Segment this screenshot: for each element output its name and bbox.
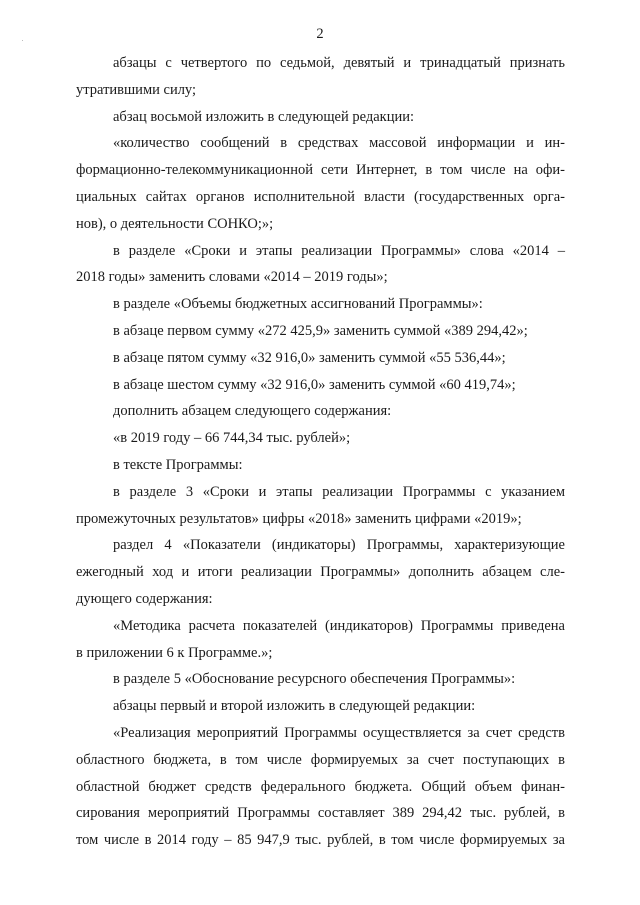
- page-number: 2: [316, 26, 324, 42]
- text-line: раздел 4 «Показатели (индикаторы) Программы, характеризующие: [113, 537, 565, 554]
- text-line: в тексте Программы:: [113, 456, 243, 473]
- document-body: [76, 50, 565, 854]
- text-line: нов), о деятельности СОНКО;»;: [76, 215, 274, 232]
- paragraph: [76, 532, 565, 612]
- text-line: областного бюджета, в том числе формируемых за счет поступающих в: [76, 751, 565, 768]
- text-line: абзац восьмой изложить в следующей редакции:: [113, 108, 415, 125]
- text-line: в разделе «Объемы бюджетных ассигнований Программы»:: [113, 296, 483, 313]
- text-line: промежуточных результатов» цифры «2018» заменить цифрами «2019»;: [76, 510, 522, 527]
- text-line: ежегодный ход и итоги реализации Программы» дополнить абзацем сле-: [76, 564, 565, 581]
- text-line: «Методика расчета показателей (индикаторов) Программы приведена: [113, 617, 565, 634]
- paragraph: [76, 720, 565, 854]
- paragraph: [76, 50, 565, 104]
- paragraph: [76, 398, 565, 425]
- text-line: том числе в 2014 году – 85 947,9 тыс. рублей, в том числе формируемых за: [76, 832, 565, 849]
- paragraph: [76, 104, 565, 131]
- text-line: в разделе 5 «Обоснование ресурсного обеспечения Программы»:: [113, 671, 516, 688]
- text-line: в приложении 6 к Программе.»;: [76, 644, 273, 661]
- text-line: в абзаце пятом сумму «32 916,0» заменить суммой «55 536,44»;: [113, 349, 506, 366]
- scan-artifact: [22, 40, 23, 41]
- text-line: дополнить абзацем следующего содержания:: [113, 403, 392, 420]
- text-line: дующего содержания:: [76, 590, 213, 607]
- text-line: в разделе 3 «Сроки и этапы реализации Программы с указанием: [113, 483, 565, 500]
- text-line: абзацы с четвертого по седьмой, девятый и тринадцатый признать: [113, 55, 565, 71]
- paragraph: [76, 130, 565, 237]
- text-line: циальных сайтах органов исполнительной власти (государственных орга-: [76, 188, 565, 205]
- text-line: формационно-телекоммуникационной сети Интернет, в том числе на офи-: [76, 162, 565, 179]
- paragraph: [76, 666, 565, 693]
- paragraph: [76, 372, 565, 399]
- text-line: утратившими силу;: [76, 81, 197, 98]
- paragraph: [76, 452, 565, 479]
- text-line: «в 2019 году – 66 744,34 тыс. рублей»;: [113, 430, 351, 447]
- text-line: «Реализация мероприятий Программы осуществляется за счет средств: [113, 724, 565, 741]
- text-line: в разделе «Сроки и этапы реализации Программы» слова «2014 –: [113, 242, 565, 259]
- paragraph: [76, 345, 565, 372]
- paragraph: [76, 479, 565, 533]
- paragraph: [76, 425, 565, 452]
- paragraph: [76, 693, 565, 720]
- text-line: областной бюджет средств федерального бюджета. Общий объем финан-: [76, 778, 565, 795]
- text-line: сирования мероприятий Программы составляет 389 294,42 тыс. рублей, в: [76, 805, 565, 822]
- paragraph: [76, 318, 565, 345]
- text-line: абзацы первый и второй изложить в следующей редакции:: [113, 698, 476, 715]
- text-line: 2018 годы» заменить словами «2014 – 2019 годы»;: [76, 269, 388, 286]
- text-line: «количество сообщений в средствах массовой информации и ин-: [113, 135, 565, 152]
- paragraph: [76, 291, 565, 318]
- text-line: в абзаце шестом сумму «32 916,0» заменить суммой «60 419,74»;: [113, 376, 516, 393]
- text-line: в абзаце первом сумму «272 425,9» заменить суммой «389 294,42»;: [113, 322, 528, 339]
- paragraph: [76, 238, 565, 292]
- paragraph: [76, 613, 565, 667]
